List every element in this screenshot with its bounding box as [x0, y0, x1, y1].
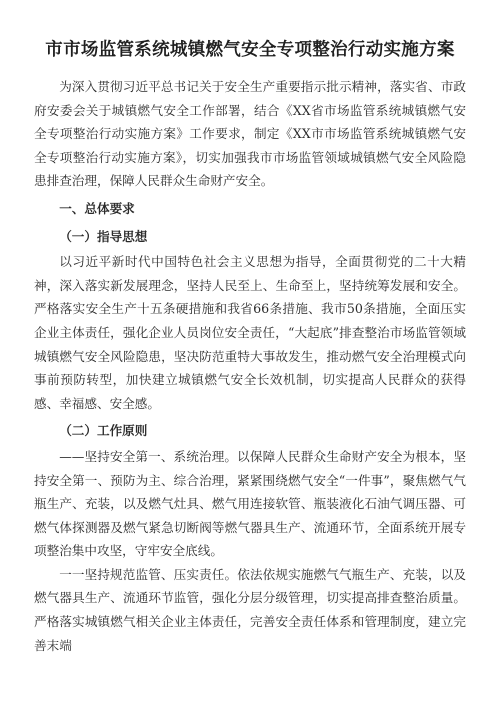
- principle-paragraph-standard-supervision: 一一坚持规范监管、压实责任。依法依规实施燃气气瓶生产、充装，以及燃气器具生产、流通环节监管，强化分层分级管理，切实提高排查整治质量。严格落实城镇燃气相关企业主体责任，完善安全责任体系和管理制度，建立完善末端: [34, 566, 466, 653]
- subsection-heading-guiding-ideology: （一）指导思想: [59, 228, 148, 244]
- section-heading-general-requirements: 一、总体要求: [59, 200, 135, 216]
- principle-paragraph-safety-first: ——坚持安全第一、系统治理。以保障人民群众生命财产安全为根本，坚持安全第一、预防为主、综合治理，紧紧围绕燃气安全“一件事”，聚焦燃气气瓶生产、充装，以及燃气灶具、燃气用连接软管、瓶装液化石油气调压器、可燃气体探测器及燃气紧急切断阀等燃气器具生产、流通环节，全面系统开展专项整治集中攻坚，守牢安全底线。: [34, 448, 466, 559]
- intro-paragraph: 为深入贯彻习近平总书记关于安全生产重要指示批示精神，落实省、市政府安委会关于城镇燃气安全工作部署，结合《XX省市场监管系统城镇燃气安全专项整治行动实施方案》工作要求，制定《XX市市场监管系统城镇燃气安全专项整治行动实施方案》，切实加强我市市场监管领域城镇燃气安全风险隐患排查治理，保障人民群众生命财产安全。: [34, 79, 466, 189]
- subsection-heading-work-principles: （二）工作原则: [59, 423, 148, 439]
- guiding-ideology-paragraph: 以习近平新时代中国特色社会主义思想为指导，全面贯彻党的二十大精神，深入落实新发展理念，坚持人民至上、生命至上，坚持统筹发展和安全。严格落实安全生产十五条硬措施和我省66条措施、我市50条措施，全面压实企业主体责任，强化企业人员岗位安全责任，“大起底”排查整治市场监管领域城镇燃气安全风险隐患，坚决防范重特大事故发生，推动燃气安全治理模式向事前预防转型，加快建立城镇燃气安全长效机制，切实提高人民群众的获得感、幸福感、安全感。: [34, 254, 466, 411]
- document-title: 市市场监管系统城镇燃气安全专项整治行动实施方案: [45, 40, 455, 60]
